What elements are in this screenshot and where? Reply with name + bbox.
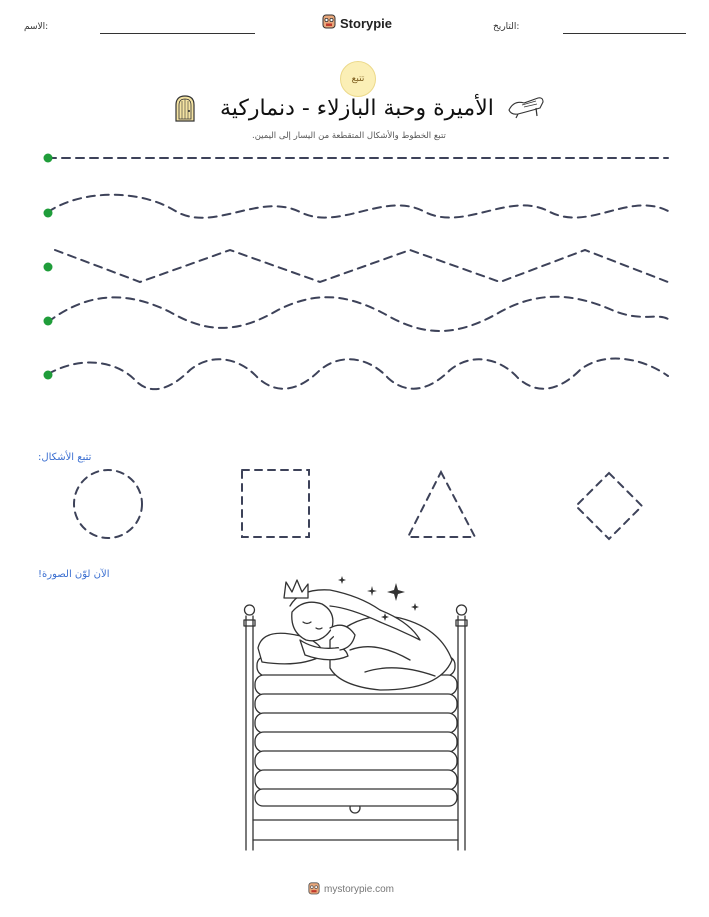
trace-line-wave-1 (48, 195, 670, 218)
brand-logo (322, 13, 392, 33)
start-dot-4 (44, 317, 53, 326)
name-label: الاسم: (24, 22, 49, 32)
trace-square (242, 470, 309, 537)
tracing-shapes (0, 460, 709, 550)
page-title: الأميرة وحبة البازلاء - دنماركية (220, 96, 494, 121)
date-line[interactable] (563, 33, 686, 34)
coloring-section-label: الآن لوّن الصورة! (38, 569, 110, 580)
trace-line-wave-2 (48, 297, 672, 331)
date-label: التاريخ: (493, 22, 520, 32)
name-line[interactable] (100, 33, 255, 34)
brand-name: Storypie (340, 15, 393, 31)
start-dot-5 (44, 371, 53, 380)
glass-slipper-icon (506, 92, 546, 124)
start-dot-3 (44, 263, 53, 272)
tracing-lines (0, 140, 709, 400)
trace-line-wave-3 (48, 359, 668, 390)
footer-url[interactable]: mystorypie.com (324, 884, 395, 895)
door-icon (174, 94, 196, 126)
activity-badge: تتبع (340, 61, 376, 97)
start-dot-2 (44, 209, 53, 218)
instruction-text: تتبع الخطوط والأشكال المتقطعة من اليسار إلى اليمين. (252, 131, 446, 141)
storypie-logo-icon (322, 13, 336, 33)
trace-line-zigzag (55, 250, 668, 282)
trace-triangle (408, 472, 475, 537)
footer (308, 880, 394, 899)
shapes-section-label: تتبع الأشكال: (38, 452, 92, 463)
trace-diamond (576, 473, 642, 539)
princess-coloring-picture (230, 575, 480, 855)
storypie-footer-logo-icon (308, 880, 320, 899)
start-dot-1 (44, 154, 53, 163)
trace-circle (74, 470, 142, 538)
